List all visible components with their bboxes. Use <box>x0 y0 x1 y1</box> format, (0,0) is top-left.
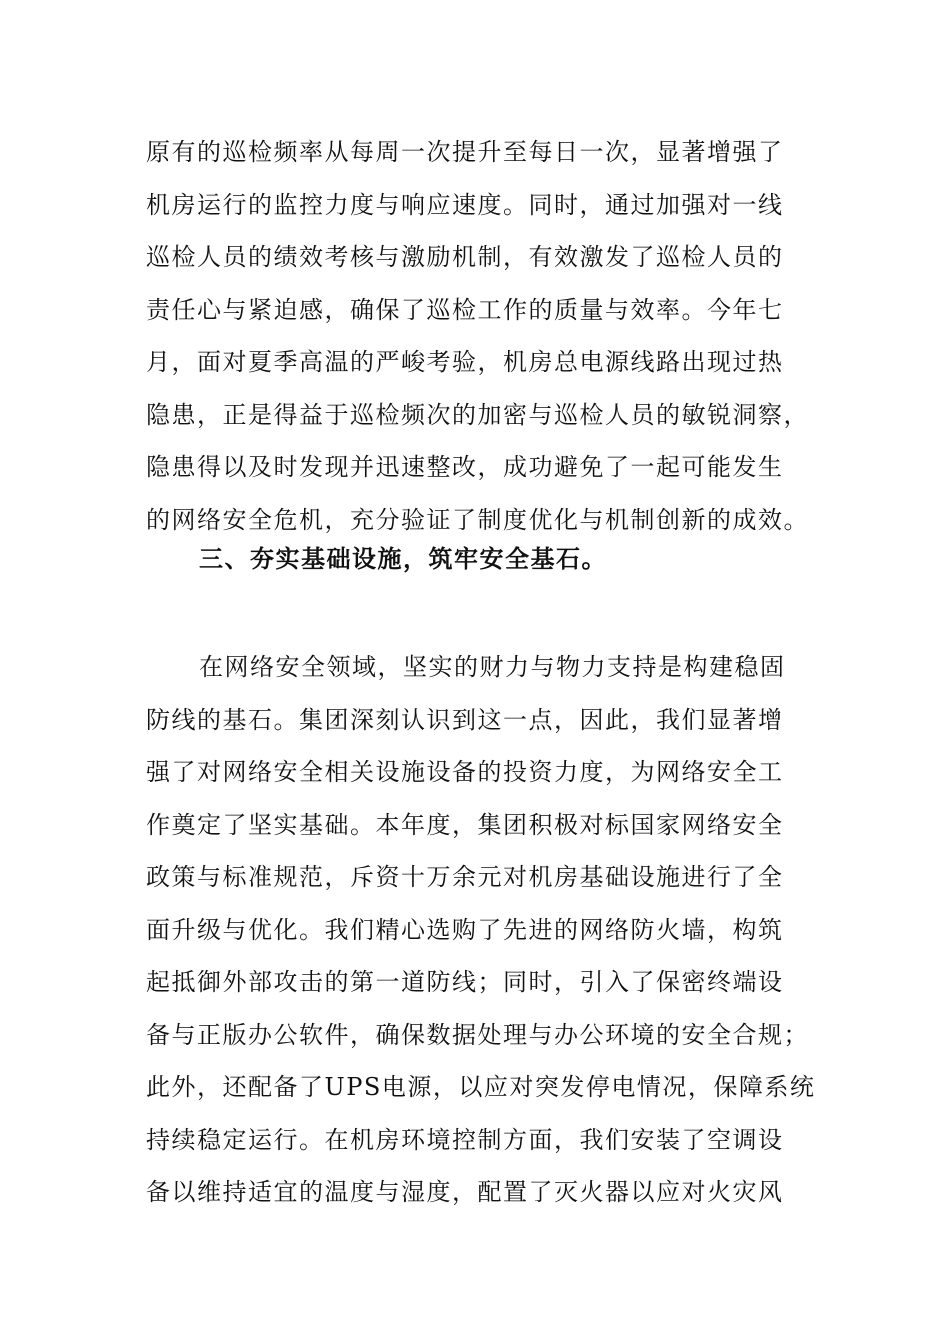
text-line: 此外，还配备了UPS电源，以应对突发停电情况，保障系统 <box>146 1073 816 1101</box>
text-line: 防线的基石。集团深刻认识到这一点，因此，我们显著增 <box>146 705 784 734</box>
text-line: 起抵御外部攻击的第一道防线；同时，引入了保密终端设 <box>146 968 784 996</box>
text-line: 备与正版办公软件，确保数据处理与办公环境的安全合规； <box>146 1020 809 1049</box>
text-line: 面升级与优化。我们精心选购了先进的网络防火墙，构筑 <box>146 915 784 944</box>
text-line: 责任心与紧迫感，确保了巡检工作的质量与效率。今年七 <box>146 295 784 324</box>
text-line: 隐患得以及时发现并迅速整改，成功避免了一起可能发生 <box>146 453 784 481</box>
text-line: 机房运行的监控力度与响应速度。同时，通过加强对一线 <box>146 190 784 219</box>
text-line: 月，面对夏季高温的严峻考验，机房总电源线路出现过热 <box>146 348 784 376</box>
section-heading: 三、夯实基础设施，筑牢安全基石。 <box>199 545 607 573</box>
text-line: 持续稳定运行。在机房环境控制方面，我们安装了空调设 <box>146 1125 784 1154</box>
text-line: 政策与标准规范，斥资十万余元对机房基础设施进行了全 <box>146 863 784 891</box>
text-line: 原有的巡检频率从每周一次提升至每日一次，显著增强了 <box>146 138 784 166</box>
body-paragraph-2 <box>146 641 816 1219</box>
text-line: 隐患，正是得益于巡检频次的加密与巡检人员的敏锐洞察， <box>146 400 809 429</box>
text-line: 在网络安全领域，坚实的财力与物力支持是构建稳固 <box>199 653 786 681</box>
text-line: 的网络安全危机，充分验证了制度优化与机制创新的成效。 <box>146 505 809 534</box>
text-line: 作奠定了坚实基础。本年度，集团积极对标国家网络安全 <box>146 810 784 839</box>
text-line: 备以维持适宜的温度与湿度，配置了灭火器以应对火灾风 <box>146 1178 784 1206</box>
text-line: 强了对网络安全相关设施设备的投资力度，为网络安全工 <box>146 758 784 786</box>
body-paragraph-1 <box>146 126 816 546</box>
text-line: 巡检人员的绩效考核与激励机制，有效激发了巡检人员的 <box>146 243 784 271</box>
